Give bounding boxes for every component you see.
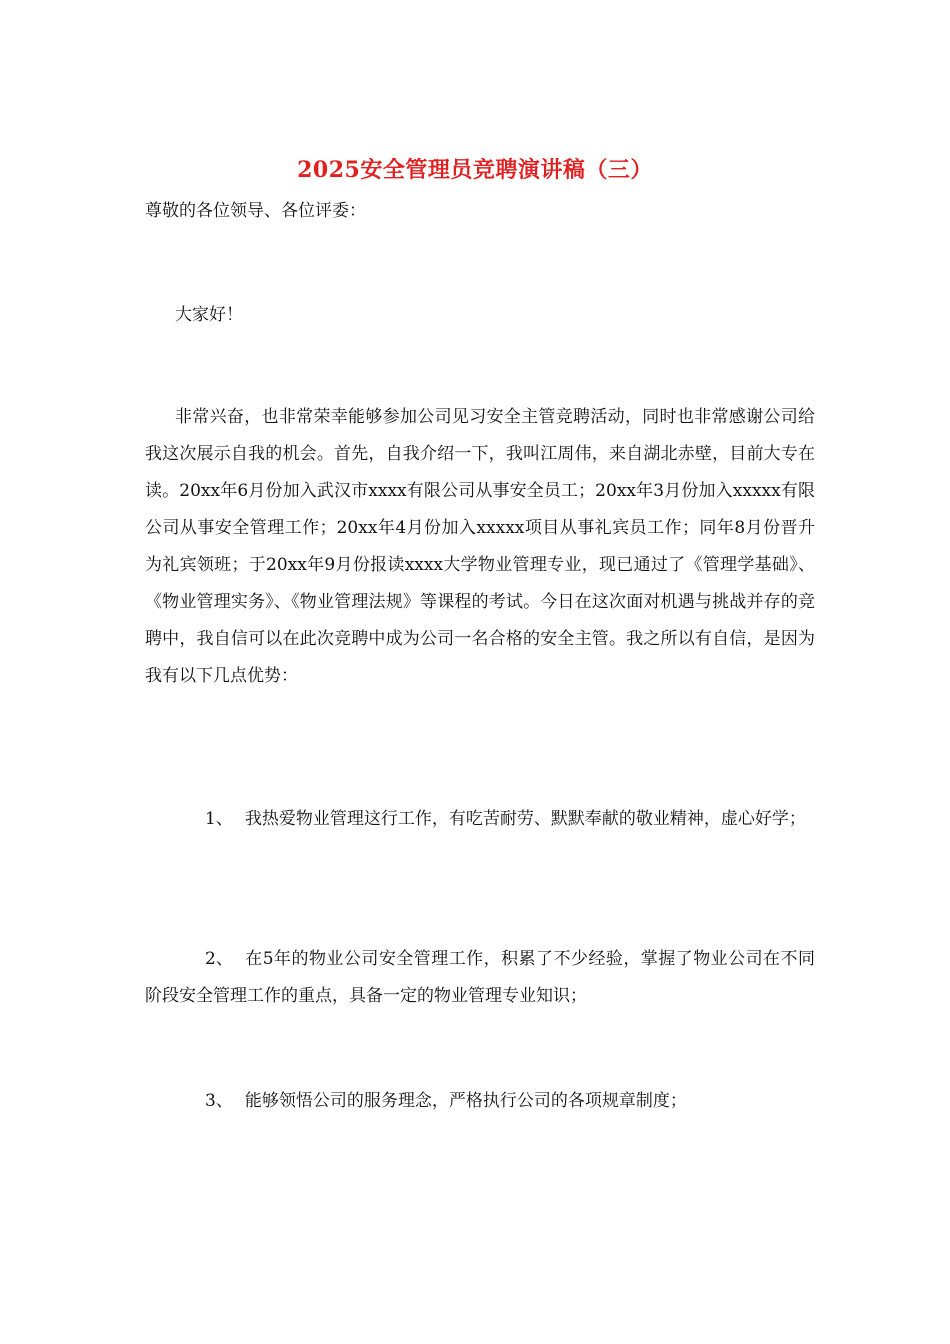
list-item-number: 3、: [205, 1091, 233, 1111]
greeting: 大家好！: [175, 305, 243, 325]
list-item-number: 2、: [205, 949, 233, 969]
list-item: [145, 941, 815, 1015]
list-item: [145, 1083, 815, 1120]
intro-paragraph: 非常兴奋，也非常荣幸能够参加公司见习安全主管竞聘活动，同时也非常感谢公司给我这次展示自我的机会。首先，自我介绍一下，我叫江周伟，来自湖北赤壁，目前大专在读。20xx年6月份加入武汉市xxxx有限公司从事安全员工；20xx年3月份加入xxxxx有限公司从事安全管理工作；20xx年4月份加入xxxxx项目从事礼宾员工作；同年8月份晋升为礼宾领班；于20xx年9月份报读xxxx大学物业管理专业，现已通过了《管理学基础》、《物业管理实务》、《物业管理法规》等课程的考试。今日在这次面对机遇与挑战并存的竞聘中，我自信可以在此次竞聘中成为公司一名合格的安全主管。我之所以有自信，是因为我有以下几点优势：: [145, 407, 815, 686]
list-item: [145, 801, 815, 838]
document-title: 2025安全管理员竞聘演讲稿（三）: [297, 157, 653, 183]
list-item-text: 我热爱物业管理这行工作，有吃苦耐劳、默默奉献的敬业精神，虚心好学；: [244, 809, 806, 829]
list-item-text: 能够领悟公司的服务理念，严格执行公司的各项规章制度；: [244, 1091, 687, 1111]
salutation: 尊敬的各位领导、各位评委：: [145, 201, 366, 221]
list-item-text: 在5年的物业公司安全管理工作，积累了不少经验，掌握了物业公司在不同阶段安全管理工作的重点，具备一定的物业管理专业知识；: [145, 949, 815, 1006]
list-item-number: 1、: [205, 809, 233, 829]
